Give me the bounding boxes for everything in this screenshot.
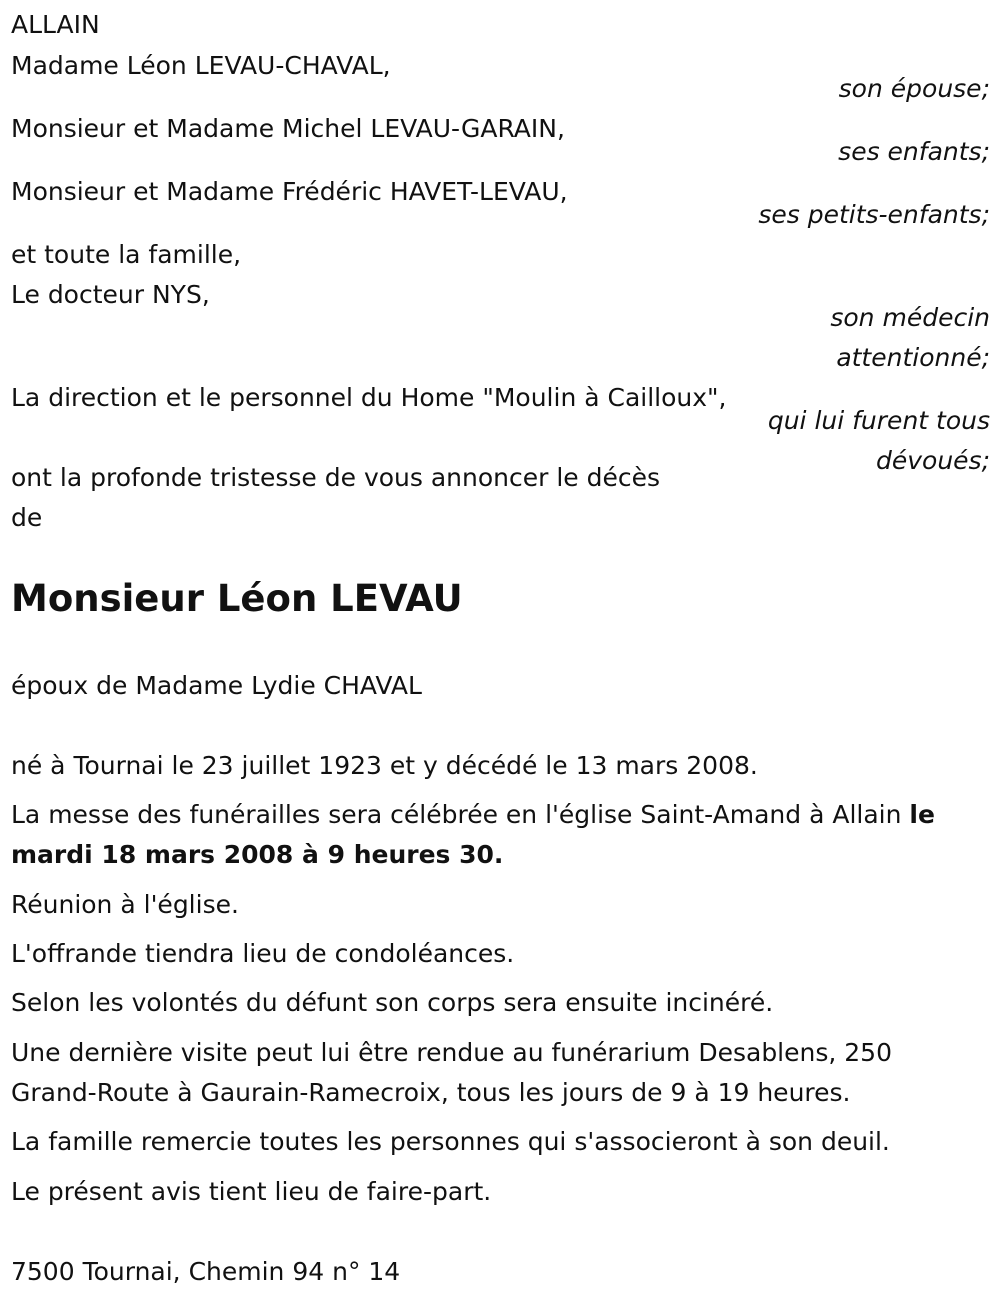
thanks-note: La famille remercie toutes les personnes qui s'associeront à son deuil. [11, 1127, 890, 1156]
doctor-name: Le docteur NYS, [11, 280, 210, 309]
home-relation-line2: dévoués; [875, 446, 990, 475]
relative-grandchildren-relation: ses petits-enfants; [758, 200, 990, 229]
town-name: ALLAIN [11, 10, 100, 39]
deceased-name: Monsieur Léon LEVAU [11, 577, 463, 620]
announcement-line1: ont la profonde tristesse de vous annoncer le décès [11, 463, 661, 492]
spouse-line: époux de Madame Lydie CHAVAL [11, 671, 422, 700]
visit-note-line2: Grand-Route à Gaurain-Ramecroix, tous les jours de 9 à 19 heures. [11, 1078, 851, 1107]
home-name: La direction et le personnel du Home "Moulin à Cailloux", [11, 383, 727, 412]
relative-grandchildren-name: Monsieur et Madame Frédéric HAVET-LEVAU, [11, 177, 568, 206]
visit-note-line1: Une dernière visite peut lui être rendue au funérarium Desablens, 250 [11, 1038, 892, 1067]
relative-spouse-name: Madame Léon LEVAU-CHAVAL, [11, 51, 391, 80]
relative-children-name: Monsieur et Madame Michel LEVAU-GARAIN, [11, 114, 565, 143]
address: 7500 Tournai, Chemin 94 n° 14 [11, 1257, 401, 1286]
relative-children-relation: ses enfants; [838, 137, 990, 166]
offering-note: L'offrande tiendra lieu de condoléances. [11, 939, 515, 968]
family-line: et toute la famille, [11, 240, 242, 269]
announcement-line2: de [11, 503, 43, 532]
relative-spouse-relation: son épouse; [838, 74, 990, 103]
funeral-date: mardi 18 mars 2008 à 9 heures 30. [11, 840, 504, 869]
notice-note: Le présent avis tient lieu de faire-part. [11, 1177, 492, 1206]
funeral-bold-start: le [909, 800, 935, 829]
cremation-note: Selon les volontés du défunt son corps sera ensuite incinéré. [11, 988, 774, 1017]
home-relation-line1: qui lui furent tous [767, 406, 990, 435]
birth-death-line: né à Tournai le 23 juillet 1923 et y décédé le 13 mars 2008. [11, 751, 758, 780]
funeral-line1 [11, 795, 935, 835]
funeral-text: La messe des funérailles sera célébrée en l'église Saint-Amand à Allain [11, 800, 910, 829]
doctor-relation-line1: son médecin [830, 303, 990, 332]
doctor-relation-line2: attentionné; [836, 343, 990, 372]
meeting-note: Réunion à l'église. [11, 890, 239, 919]
